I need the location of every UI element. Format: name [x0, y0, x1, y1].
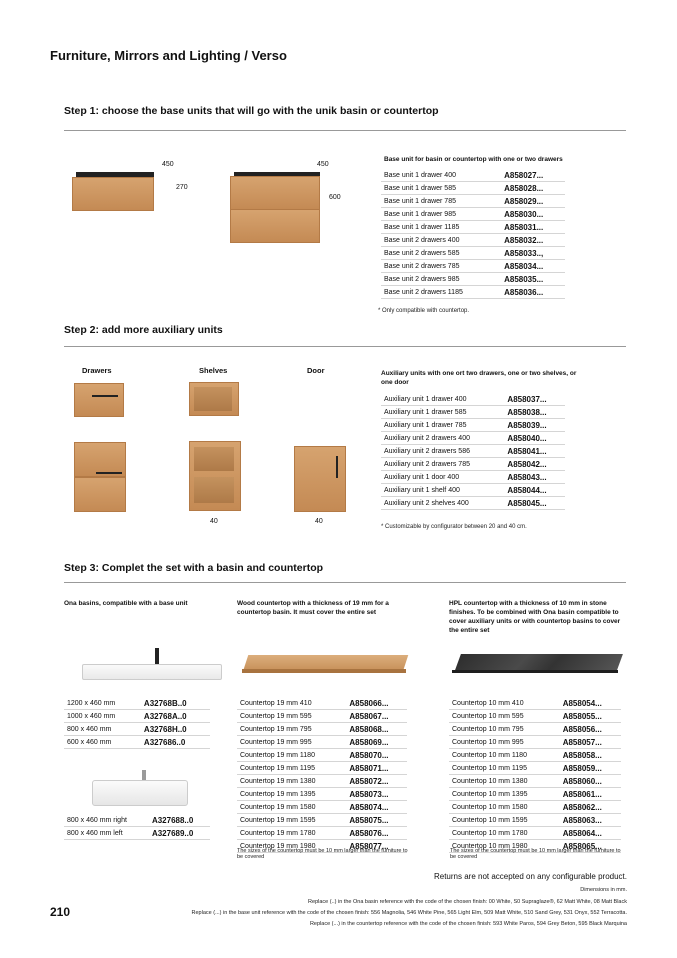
row-description: 800 x 460 mm right [64, 814, 149, 827]
row-description: 1000 x 460 mm [64, 710, 141, 723]
row-description: Countertop 10 mm 1980 [449, 840, 560, 853]
table-row [237, 814, 407, 827]
row-description: Auxiliary unit 1 door 400 [381, 471, 504, 484]
label-drawers: Drawers [82, 366, 112, 375]
row-reference-code: A858045... [504, 497, 565, 510]
row-reference-code: A858042... [504, 458, 565, 471]
row-reference-code: A858071... [346, 762, 407, 775]
divider [64, 130, 626, 131]
row-reference-code: A858066... [346, 697, 407, 710]
row-reference-code: A858043... [504, 471, 565, 484]
ona-basin-side-image [92, 770, 188, 808]
row-reference-code: A858065... [560, 840, 621, 853]
row-description: Base unit 1 drawer 785 [381, 195, 501, 208]
table-row [449, 827, 621, 840]
hpl-note: The sizes of the countertop must be 10 mm larger than the furniture to be covered [450, 848, 621, 860]
row-reference-code: A32768A..0 [141, 710, 210, 723]
table-row [381, 195, 565, 208]
row-description: Base unit 2 drawers 985 [381, 273, 501, 286]
ona-basin-image [82, 648, 222, 682]
row-reference-code: A858036... [501, 286, 565, 299]
page-title: Furniture, Mirrors and Lighting / Verso [50, 48, 287, 63]
row-description: Auxiliary unit 1 drawer 585 [381, 406, 504, 419]
hpl-countertop-image [452, 654, 624, 678]
dim-width-2: 450 [317, 161, 329, 168]
hpl-countertop-header: HPL countertop with a thickness of 10 mm in stone finishes. To be combined with Ona basin compatible to cover auxiliary units or with countertop basins to cover the entire set [449, 600, 621, 634]
dim-depth-shelves: 40 [210, 518, 218, 525]
row-description: 600 x 460 mm [64, 736, 141, 749]
footer-line-2: Replace (...) in the base unit reference with the code of the chosen finish: 556 Magnolia, 546 White Pine, 565 Light Elm, 509 Matt White, 510 Sand Grey, 531 Onyx, 552 Terracotta. [191, 910, 627, 916]
basins-header: Ona basins, compatible with a base unit [64, 600, 188, 607]
step1-title: Step 1: choose the base units that will go with the unik basin or countertop [64, 105, 439, 117]
label-door: Door [307, 366, 325, 375]
label-shelves: Shelves [199, 366, 228, 375]
divider [64, 346, 626, 347]
row-reference-code: A858060... [560, 775, 621, 788]
row-reference-code: A327686..0 [141, 736, 210, 749]
row-reference-code: A858064... [560, 827, 621, 840]
row-description: Auxiliary unit 1 drawer 400 [381, 393, 504, 406]
row-description: Auxiliary unit 1 shelf 400 [381, 484, 504, 497]
table-row [381, 182, 565, 195]
row-description: Countertop 19 mm 1980 [237, 840, 346, 853]
row-reference-code: A858061... [560, 788, 621, 801]
row-description: Countertop 10 mm 795 [449, 723, 560, 736]
row-description: Countertop 19 mm 1395 [237, 788, 346, 801]
table-row [449, 736, 621, 749]
row-description: Countertop 10 mm 595 [449, 710, 560, 723]
row-reference-code: A858055... [560, 710, 621, 723]
table-row [237, 710, 407, 723]
row-description: Base unit 2 drawers 400 [381, 234, 501, 247]
basins-side-table [64, 814, 210, 840]
table-row [381, 471, 565, 484]
row-description: Auxiliary unit 2 drawers 785 [381, 458, 504, 471]
row-reference-code: A858073... [346, 788, 407, 801]
table-row [449, 697, 621, 710]
row-reference-code: A858032... [501, 234, 565, 247]
step3-title: Step 3: Complet the set with a basin and countertop [64, 562, 324, 574]
table-row [381, 406, 565, 419]
wood-countertop-table [237, 697, 407, 853]
table-row [449, 801, 621, 814]
table-row [449, 788, 621, 801]
row-description: Countertop 19 mm 1580 [237, 801, 346, 814]
table-row [381, 497, 565, 510]
row-reference-code: A858069... [346, 736, 407, 749]
table-row [237, 736, 407, 749]
table-row [449, 749, 621, 762]
row-description: Auxiliary unit 2 shelves 400 [381, 497, 504, 510]
row-description: Base unit 2 drawers 585 [381, 247, 501, 260]
row-reference-code: A858072... [346, 775, 407, 788]
table-row [381, 286, 565, 299]
row-description: Base unit 1 drawer 400 [381, 169, 501, 182]
row-reference-code: A858037... [504, 393, 565, 406]
row-description: Countertop 19 mm 1780 [237, 827, 346, 840]
row-reference-code: A858029... [501, 195, 565, 208]
table-row [381, 445, 565, 458]
dim-height-2: 600 [329, 194, 341, 201]
table-row [237, 723, 407, 736]
table-row [381, 484, 565, 497]
wood-note: The sizes of the countertop must be 10 mm larger than the furniture to be covered [237, 848, 408, 860]
footer-line-1: Replace (..) in the Ona basin reference with the code of the chosen finish: 00 White, S0 Supraglaze®, 62 Matt White, 08 Matt Black [308, 899, 627, 905]
row-reference-code: A858027... [501, 169, 565, 182]
dimensions-note: Dimensions in mm. [580, 887, 627, 893]
table-row [449, 775, 621, 788]
row-description: Countertop 10 mm 1780 [449, 827, 560, 840]
row-reference-code: A858056... [560, 723, 621, 736]
row-reference-code: A858057... [560, 736, 621, 749]
table-row [64, 736, 210, 749]
row-reference-code: A858039... [504, 419, 565, 432]
row-description: Countertop 10 mm 1180 [449, 749, 560, 762]
base-unit-1-drawer-image [72, 172, 154, 210]
row-reference-code: A858054... [560, 697, 621, 710]
table-row [449, 762, 621, 775]
returns-note: Returns are not accepted on any configurable product. [433, 872, 627, 881]
table-row [237, 749, 407, 762]
row-reference-code: A858058... [560, 749, 621, 762]
hpl-countertop-table [449, 697, 621, 853]
base-unit-2-drawers-image [230, 172, 320, 242]
row-reference-code: A858076... [346, 827, 407, 840]
table-row [449, 723, 621, 736]
table-row [237, 775, 407, 788]
row-description: Auxiliary unit 1 drawer 785 [381, 419, 504, 432]
wood-countertop-header: Wood countertop with a thickness of 19 mm for a countertop basin. It must cover the entire set [237, 600, 389, 616]
row-description: 1200 x 460 mm [64, 697, 141, 710]
table-row [449, 710, 621, 723]
row-reference-code: A858030... [501, 208, 565, 221]
footer-line-3: Replace (...) in the countertop reference with the code of the chosen finish: 593 White Paros, 594 Grey Beton, 595 Black Marquina [309, 921, 627, 927]
row-description: 800 x 460 mm [64, 723, 141, 736]
table-row [381, 247, 565, 260]
table-row [381, 221, 565, 234]
base-unit-table-header: Base unit for basin or countertop with one or two drawers [384, 156, 563, 163]
row-reference-code: A858059... [560, 762, 621, 775]
base-unit-table [381, 169, 565, 299]
table-row [381, 458, 565, 471]
row-description: Countertop 19 mm 1380 [237, 775, 346, 788]
row-description: Countertop 10 mm 1595 [449, 814, 560, 827]
table-row [64, 827, 210, 840]
aux-unit-table [381, 393, 565, 510]
row-description: 800 x 460 mm left [64, 827, 149, 840]
row-description: Countertop 10 mm 1195 [449, 762, 560, 775]
row-description: Countertop 10 mm 995 [449, 736, 560, 749]
table-row [64, 710, 210, 723]
table-row [64, 723, 210, 736]
table-row [237, 801, 407, 814]
table-row [237, 762, 407, 775]
table-row [381, 432, 565, 445]
row-reference-code: A858040... [504, 432, 565, 445]
table-row [237, 788, 407, 801]
row-reference-code: A327688..0 [149, 814, 210, 827]
aux-drawers-tall-image [74, 442, 126, 512]
row-description: Countertop 10 mm 1580 [449, 801, 560, 814]
table-row [381, 208, 565, 221]
dim-height-1: 270 [176, 184, 188, 191]
basins-table [64, 697, 210, 749]
table-row [381, 419, 565, 432]
aux-drawer-small-image [74, 383, 124, 417]
step1-note: * Only compatible with countertop. [378, 308, 470, 314]
row-reference-code: A858033.., [501, 247, 565, 260]
row-reference-code: A858035... [501, 273, 565, 286]
step2-note: * Customizable by configurator between 20 and 40 cm. [381, 524, 527, 530]
row-reference-code: A858038... [504, 406, 565, 419]
table-row [381, 234, 565, 247]
table-row [381, 393, 565, 406]
row-reference-code: A858070... [346, 749, 407, 762]
row-description: Auxiliary unit 2 drawers 400 [381, 432, 504, 445]
row-description: Base unit 2 drawers 785 [381, 260, 501, 273]
aux-table-header: Auxiliary units with one ort two drawers, one or two shelves, or one door [381, 370, 577, 386]
row-reference-code: A858031... [501, 221, 565, 234]
row-reference-code: A327689..0 [149, 827, 210, 840]
row-description: Countertop 19 mm 1180 [237, 749, 346, 762]
row-description: Countertop 10 mm 410 [449, 697, 560, 710]
table-row [237, 697, 407, 710]
row-reference-code: A858034... [501, 260, 565, 273]
row-reference-code: A858075... [346, 814, 407, 827]
row-reference-code: A858063... [560, 814, 621, 827]
row-description: Auxiliary unit 2 drawers 586 [381, 445, 504, 458]
table-row [237, 827, 407, 840]
table-row [381, 273, 565, 286]
row-description: Countertop 19 mm 410 [237, 697, 346, 710]
aux-shelves-tall-image [189, 441, 241, 511]
row-reference-code: A858062... [560, 801, 621, 814]
row-reference-code: A32768H..0 [141, 723, 210, 736]
row-description: Countertop 19 mm 995 [237, 736, 346, 749]
table-row [64, 814, 210, 827]
row-reference-code: A32768B..0 [141, 697, 210, 710]
row-description: Countertop 10 mm 1395 [449, 788, 560, 801]
row-reference-code: A858041... [504, 445, 565, 458]
row-reference-code: A858077... [346, 840, 407, 853]
dim-depth-door: 40 [315, 518, 323, 525]
row-reference-code: A858068... [346, 723, 407, 736]
row-description: Base unit 2 drawers 1185 [381, 286, 501, 299]
row-description: Countertop 19 mm 1595 [237, 814, 346, 827]
page-number: 210 [50, 905, 71, 919]
row-reference-code: A858067... [346, 710, 407, 723]
dim-width-1: 450 [162, 161, 174, 168]
row-description: Countertop 10 mm 1380 [449, 775, 560, 788]
row-description: Base unit 1 drawer 1185 [381, 221, 501, 234]
divider [64, 582, 626, 583]
table-row [381, 169, 565, 182]
row-description: Countertop 19 mm 795 [237, 723, 346, 736]
aux-shelf-small-image [189, 382, 239, 416]
table-row [381, 260, 565, 273]
step2-title: Step 2: add more auxiliary units [64, 324, 223, 336]
table-row [449, 814, 621, 827]
row-reference-code: A858074... [346, 801, 407, 814]
row-description: Countertop 19 mm 1195 [237, 762, 346, 775]
aux-door-image [294, 446, 346, 512]
row-description: Countertop 19 mm 595 [237, 710, 346, 723]
row-description: Base unit 1 drawer 985 [381, 208, 501, 221]
table-row [64, 697, 210, 710]
row-description: Base unit 1 drawer 585 [381, 182, 501, 195]
row-reference-code: A858028... [501, 182, 565, 195]
wood-countertop-image [242, 655, 410, 677]
row-reference-code: A858044... [504, 484, 565, 497]
